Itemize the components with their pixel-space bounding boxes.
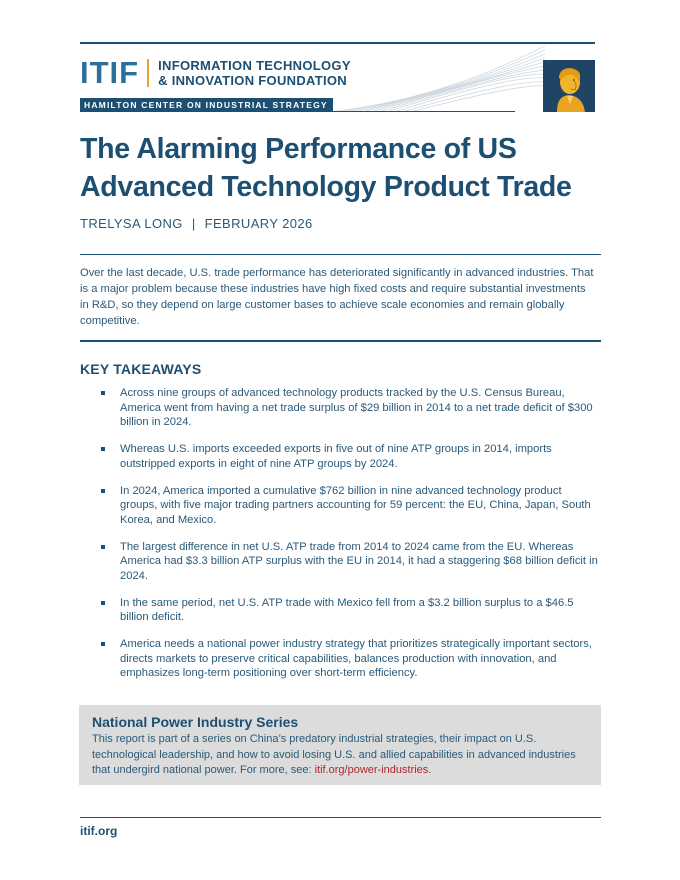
decorative-waves	[330, 44, 545, 112]
takeaway-item	[80, 386, 600, 430]
takeaway-item	[80, 596, 600, 625]
series-callout-box	[79, 705, 601, 785]
bullet-icon	[101, 642, 105, 646]
bullet-icon	[101, 447, 105, 451]
takeaway-text: The largest difference in net U.S. ATP trade from 2014 to 2024 came from the EU. Whereas America had $3.3 billion ATP surplus with the EU in 2014, it had a staggering $68 billion deficit in 2024.	[120, 540, 598, 582]
bullet-icon	[101, 391, 105, 395]
takeaway-text: Whereas U.S. imports exceeded exports in five out of nine ATP groups in 2014, imports outstripped exports in eight of nine ATP groups by 2024.	[120, 443, 552, 470]
hamilton-portrait-icon	[543, 60, 595, 112]
publication-date: FEBRUARY 2026	[204, 216, 313, 231]
byline-separator: |	[191, 216, 196, 231]
org-name-line-1: INFORMATION TECHNOLOGY	[158, 58, 351, 73]
series-link[interactable]: itif.org/power-industries	[314, 764, 429, 776]
logo-mark: ITIF	[80, 55, 140, 90]
author-name: TRELYSA LONG	[80, 216, 183, 231]
takeaway-item	[80, 637, 600, 681]
summary-paragraph: Over the last decade, U.S. trade performance has deteriorated significantly in advanced industries. That is a major problem because these industries have high fixed costs and require substantial investments in R&D, so they depend on large customer bases to achieve scale economies and remain globally competitive.	[80, 267, 594, 327]
takeaway-item	[80, 540, 600, 584]
key-takeaways-heading: KEY TAKEAWAYS	[80, 361, 202, 377]
center-name-rule	[333, 111, 515, 112]
series-title: National Power Industry Series	[92, 714, 299, 730]
series-description	[92, 732, 589, 779]
bullet-icon	[101, 489, 105, 493]
bullet-icon	[101, 545, 105, 549]
takeaway-item	[80, 484, 600, 528]
takeaway-item	[80, 442, 600, 471]
takeaway-text: In 2024, America imported a cumulative $762 billion in nine advanced technology product groups, with five major trading partners accounting for 59 percent: the EU, China, Japan, South Korea, and Mexico.	[120, 484, 591, 526]
footer-site: itif.org	[80, 824, 118, 838]
report-title: The Alarming Performance of US Advanced Technology Product Trade	[80, 133, 572, 203]
logo-divider	[147, 59, 149, 87]
series-text: This report is part of a series on China’s predatory industrial strategies, their impact on U.S. technological leadership, and how to avoid losing U.S. and allied capabilities in advanced industries that undergird national power. For more, see:	[92, 733, 576, 776]
footer-rule	[80, 817, 601, 818]
summary-top-rule	[80, 254, 601, 255]
bullet-icon	[101, 601, 105, 605]
center-name-bar: HAMILTON CENTER ON INDUSTRIAL STRATEGY	[80, 98, 333, 112]
summary-bottom-rule	[80, 340, 601, 342]
takeaway-text: Across nine groups of advanced technology products tracked by the U.S. Census Bureau, America went from having a net trade surplus of $29 billion in 2014 to a net trade deficit of $300 billion in 2024.	[120, 387, 593, 428]
key-takeaways-list	[80, 386, 600, 693]
byline	[80, 216, 313, 231]
takeaway-text: America needs a national power industry strategy that prioritizes strategically important sectors, directs markets to preserve critical capabilities, balances production with innovation, and emphasizes long-term positioning over short-term efficiency.	[120, 638, 592, 679]
org-name-line-2: & INNOVATION FOUNDATION	[158, 73, 347, 88]
series-trailing-period: .	[428, 764, 432, 776]
takeaway-text: In the same period, net U.S. ATP trade with Mexico fell from a $3.2 billion surplus to a $46.5 billion deficit.	[120, 596, 574, 623]
itif-logo	[80, 55, 351, 90]
org-name	[158, 58, 351, 88]
